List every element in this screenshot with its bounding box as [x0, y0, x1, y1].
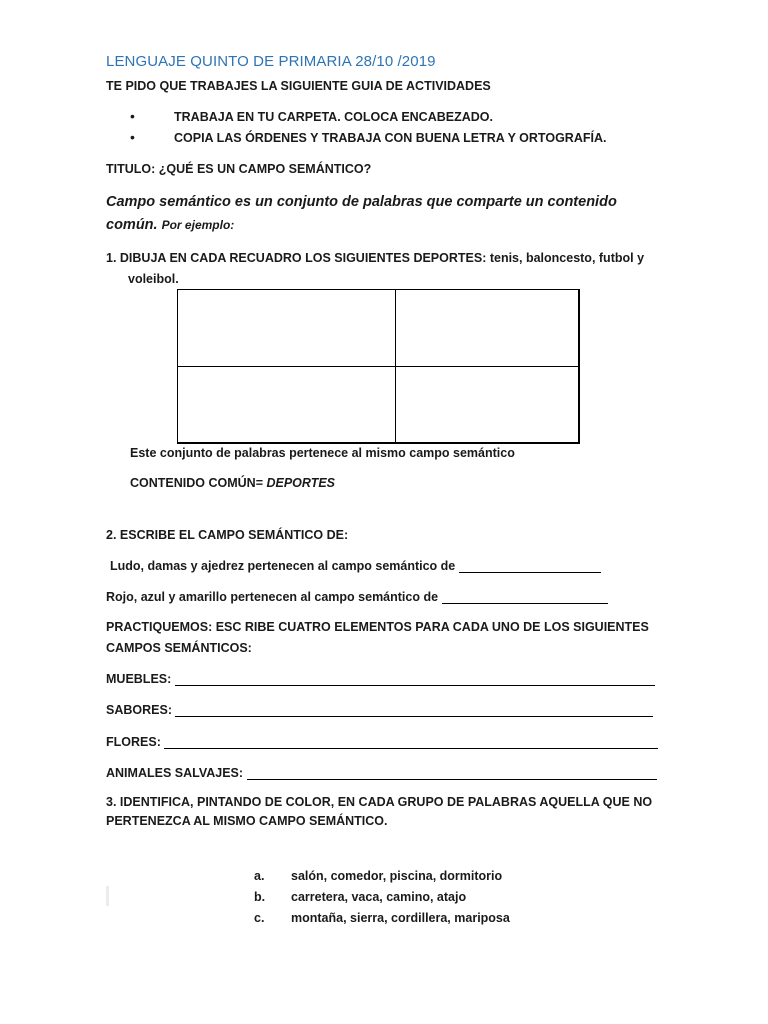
q2-line — [106, 589, 608, 604]
drawing-grid — [177, 289, 579, 443]
q2-line — [110, 558, 601, 573]
answer-blank[interactable] — [175, 702, 653, 717]
option-letter: b. — [254, 890, 266, 904]
definition-example: Por ejemplo: — [161, 218, 235, 232]
option-text[interactable]: salón, comedor, piscina, dormitorio — [291, 869, 503, 883]
margin-mark — [106, 886, 109, 906]
q1-instruction-cont: voleibol. — [128, 272, 179, 286]
answer-blank[interactable] — [459, 558, 601, 573]
practice-item — [106, 734, 658, 749]
practice-label: MUEBLES: — [106, 672, 172, 686]
bullet-dot: • — [130, 129, 135, 145]
option-letter: a. — [254, 869, 265, 883]
common-label: CONTENIDO COMÚN= — [130, 476, 263, 490]
drawing-box[interactable] — [395, 289, 580, 367]
practice-item — [106, 765, 657, 780]
practice-label: SABORES: — [106, 703, 172, 717]
q3-instruction: 3. IDENTIFICA, PINTANDO DE COLOR, EN CADA GRUPO DE PALABRAS AQUELLA QUE NO — [106, 795, 653, 809]
page-title: LENGUAJE QUINTO DE PRIMARIA 28/10 /2019 — [106, 53, 436, 70]
drawing-box[interactable] — [177, 366, 396, 444]
answer-blank[interactable] — [247, 765, 657, 780]
option-text[interactable]: montaña, sierra, cordillera, mariposa — [291, 911, 510, 925]
answer-blank[interactable] — [175, 671, 655, 686]
q1-common-content — [130, 476, 335, 490]
q1-note: Este conjunto de palabras pertenece al mismo campo semántico — [130, 446, 515, 460]
definition-text: Campo semántico es un conjunto de palabras que comparte un contenido común. — [106, 194, 617, 233]
q1-instruction: 1. DIBUJA EN CADA RECUADRO LOS SIGUIENTES DEPORTES: tenis, baloncesto, futbol y — [106, 251, 645, 265]
drawing-box[interactable] — [177, 289, 396, 367]
q3-instruction-cont: PERTENEZCA AL MISMO CAMPO SEMÁNTICO. — [106, 814, 388, 828]
bullet-dot: • — [130, 108, 135, 124]
bullet-item: TRABAJA EN TU CARPETA. COLOCA ENCABEZADO. — [174, 110, 493, 124]
section-title: TITULO: ¿QUÉ ES UN CAMPO SEMÁNTICO? — [106, 162, 372, 176]
bullet-item: COPIA LAS ÓRDENES Y TRABAJA CON BUENA LETRA Y ORTOGRAFÍA. — [174, 131, 607, 145]
q2-line-text: Ludo, damas y ajedrez pertenecen al campo semántico de — [110, 559, 456, 573]
practice-instruction-cont: CAMPOS SEMÁNTICOS: — [106, 641, 252, 655]
answer-blank[interactable] — [442, 589, 608, 604]
practice-label: ANIMALES SALVAJES: — [106, 766, 244, 780]
option-letter: c. — [254, 911, 265, 925]
practice-label: FLORES: — [106, 735, 161, 749]
option-text[interactable]: carretera, vaca, camino, atajo — [291, 890, 467, 904]
common-value: DEPORTES — [266, 476, 336, 490]
practice-item — [106, 671, 655, 686]
q2-line-text: Rojo, azul y amarillo pertenecen al campo semántico de — [106, 590, 439, 604]
practice-item — [106, 702, 653, 717]
q2-title: 2. ESCRIBE EL CAMPO SEMÁNTICO DE: — [106, 528, 349, 542]
answer-blank[interactable] — [164, 734, 658, 749]
intro-text: TE PIDO QUE TRABAJES LA SIGUIENTE GUIA DE ACTIVIDADES — [106, 79, 491, 93]
drawing-box[interactable] — [395, 366, 580, 444]
definition — [106, 191, 666, 237]
practice-instruction: PRACTIQUEMOS: ESC RIBE CUATRO ELEMENTOS PARA CADA UNO DE LOS SIGUIENTES — [106, 620, 649, 634]
